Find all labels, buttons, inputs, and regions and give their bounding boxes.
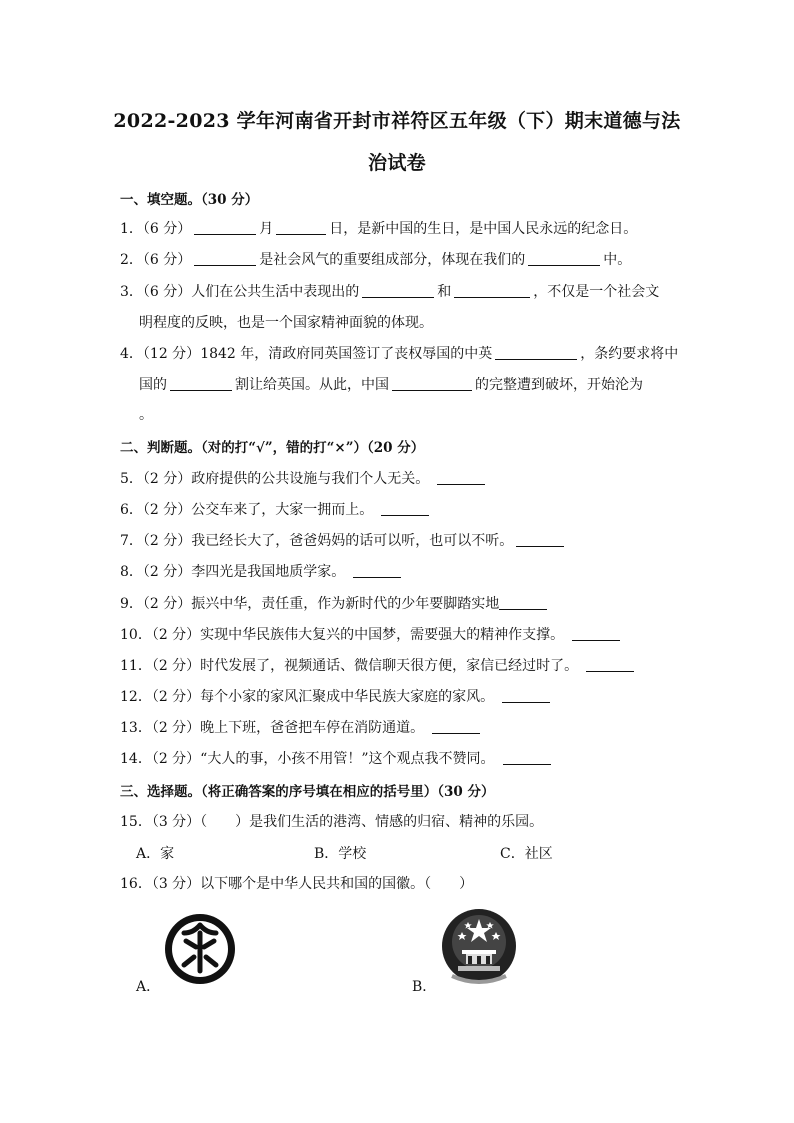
question-text: 9．（2 分）振兴中华，责任重，作为新时代的少年要脚踏实地 [120, 596, 500, 612]
answer-blank[interactable] [170, 376, 232, 391]
question-text: 14．（2 分）“大人的事，小孩不用管！”这个观点我不赞同。 [120, 751, 495, 767]
judge-question [120, 717, 483, 737]
answer-blank[interactable] [495, 345, 577, 360]
judge-question [120, 686, 553, 706]
question-number: 1． [120, 221, 143, 237]
question-15: 15．（3 分）（ ）是我们生活的港湾、情感的归宿、精神的乐园。 [120, 814, 544, 830]
question-text: 中。 [603, 252, 632, 268]
question-text: 7．（2 分）我已经长大了，爸爸妈妈的话可以听，也可以不听。 [120, 533, 514, 549]
judge-question [120, 748, 554, 768]
question-number: 2． [120, 252, 143, 268]
question-text: 是社会风气的重要组成部分，体现在我们的 [259, 252, 526, 268]
question-text: 11．（2 分）时代发展了，视频通话、微信聊天很方便，家信已经过时了。 [120, 658, 579, 674]
answer-blank[interactable] [503, 750, 551, 765]
answer-blank[interactable] [586, 657, 634, 672]
judge-question [120, 499, 432, 519]
question-2 [120, 249, 631, 269]
option-c[interactable]: C．社区 [500, 846, 553, 862]
question-text: 6．（2 分）公交车来了，大家一拥而上。 [120, 502, 374, 518]
answer-blank[interactable] [528, 251, 600, 266]
question-score: （6 分） [142, 252, 192, 268]
answer-blank[interactable] [432, 719, 480, 734]
section-choice-heading: 三、选择题。（将正确答案的序号填在相应的括号里）（30 分） [120, 784, 495, 800]
question-4 [120, 343, 678, 363]
question-score: （6 分） [142, 221, 192, 237]
question-text: 日，是新中国的生日，是中国人民永远的纪念日。 [329, 221, 638, 237]
option-a-label[interactable]: A． [136, 979, 161, 995]
exam-title-line-1: 2022-2023 学年河南省开封市祥符区五年级（下）期末道德与法 [113, 110, 681, 132]
answer-blank[interactable] [381, 501, 429, 516]
answer-blank[interactable] [194, 220, 256, 235]
university-seal-icon [164, 913, 236, 985]
judge-question [120, 593, 550, 613]
question-text: 10．（2 分）实现中华民族伟大复兴的中国梦，需要强大的精神作支撑。 [120, 627, 565, 643]
question-1 [120, 218, 637, 238]
question-16: 16．（3 分）以下哪个是中华人民共和国的国徽。（ ） [120, 876, 474, 892]
question-text: ，条约要求将中 [580, 346, 679, 362]
question-text: ，不仅是一个社会文 [533, 284, 660, 300]
question-number: 4． [120, 346, 143, 362]
answer-blank[interactable] [353, 563, 401, 578]
question-text: 5．（2 分）政府提供的公共设施与我们个人无关。 [120, 471, 430, 487]
answer-blank[interactable] [392, 376, 472, 391]
exam-title-line-2: 治试卷 [368, 152, 426, 174]
answer-blank[interactable] [437, 470, 485, 485]
question-text: 的完整遭到破坏，开始沦为 [475, 377, 643, 393]
question-4-end: 。 [139, 407, 153, 423]
section-fill-in-heading: 一、填空题。（30 分） [120, 192, 259, 208]
question-text: 和 [437, 284, 452, 300]
judge-question [120, 468, 488, 488]
question-4-continuation [139, 374, 643, 394]
national-emblem-icon [438, 906, 520, 990]
option-b-label[interactable]: B． [412, 979, 437, 995]
section-judge-heading: 二、判断题。（对的打“√”，错的打“×”）（20 分） [120, 440, 425, 456]
question-text: 1842 年，清政府同英国签订了丧权辱国的中英 [200, 346, 493, 362]
question-text: 12．（2 分）每个小家的家风汇聚成中华民族大家庭的家风。 [120, 689, 495, 705]
answer-blank[interactable] [572, 626, 620, 641]
question-3 [120, 281, 659, 301]
answer-blank[interactable] [194, 251, 256, 266]
answer-blank[interactable] [362, 283, 434, 298]
question-score: （6 分） [142, 284, 192, 300]
judge-question [120, 655, 637, 675]
judge-question [120, 561, 404, 581]
question-score: （12 分） [142, 346, 201, 362]
question-text: 8．（2 分）李四光是我国地质学家。 [120, 564, 346, 580]
answer-blank[interactable] [454, 283, 530, 298]
question-text: 割让给英国。从此，中国 [235, 377, 389, 393]
answer-blank[interactable] [499, 595, 547, 610]
answer-blank[interactable] [276, 220, 326, 235]
question-text: 人们在公共生活中表现出的 [191, 284, 360, 300]
question-text: 国的 [139, 377, 167, 393]
judge-question [120, 530, 567, 550]
question-text: 月 [259, 221, 274, 237]
option-a[interactable]: A．家 [136, 846, 175, 862]
answer-blank[interactable] [516, 532, 564, 547]
question-3-continuation: 明程度的反映，也是一个国家精神面貌的体现。 [139, 315, 433, 331]
judge-question [120, 624, 623, 644]
question-text: 13．（2 分）晚上下班，爸爸把车停在消防通道。 [120, 720, 425, 736]
question-number: 3． [120, 284, 143, 300]
option-b[interactable]: B．学校 [314, 846, 367, 862]
answer-blank[interactable] [502, 688, 550, 703]
